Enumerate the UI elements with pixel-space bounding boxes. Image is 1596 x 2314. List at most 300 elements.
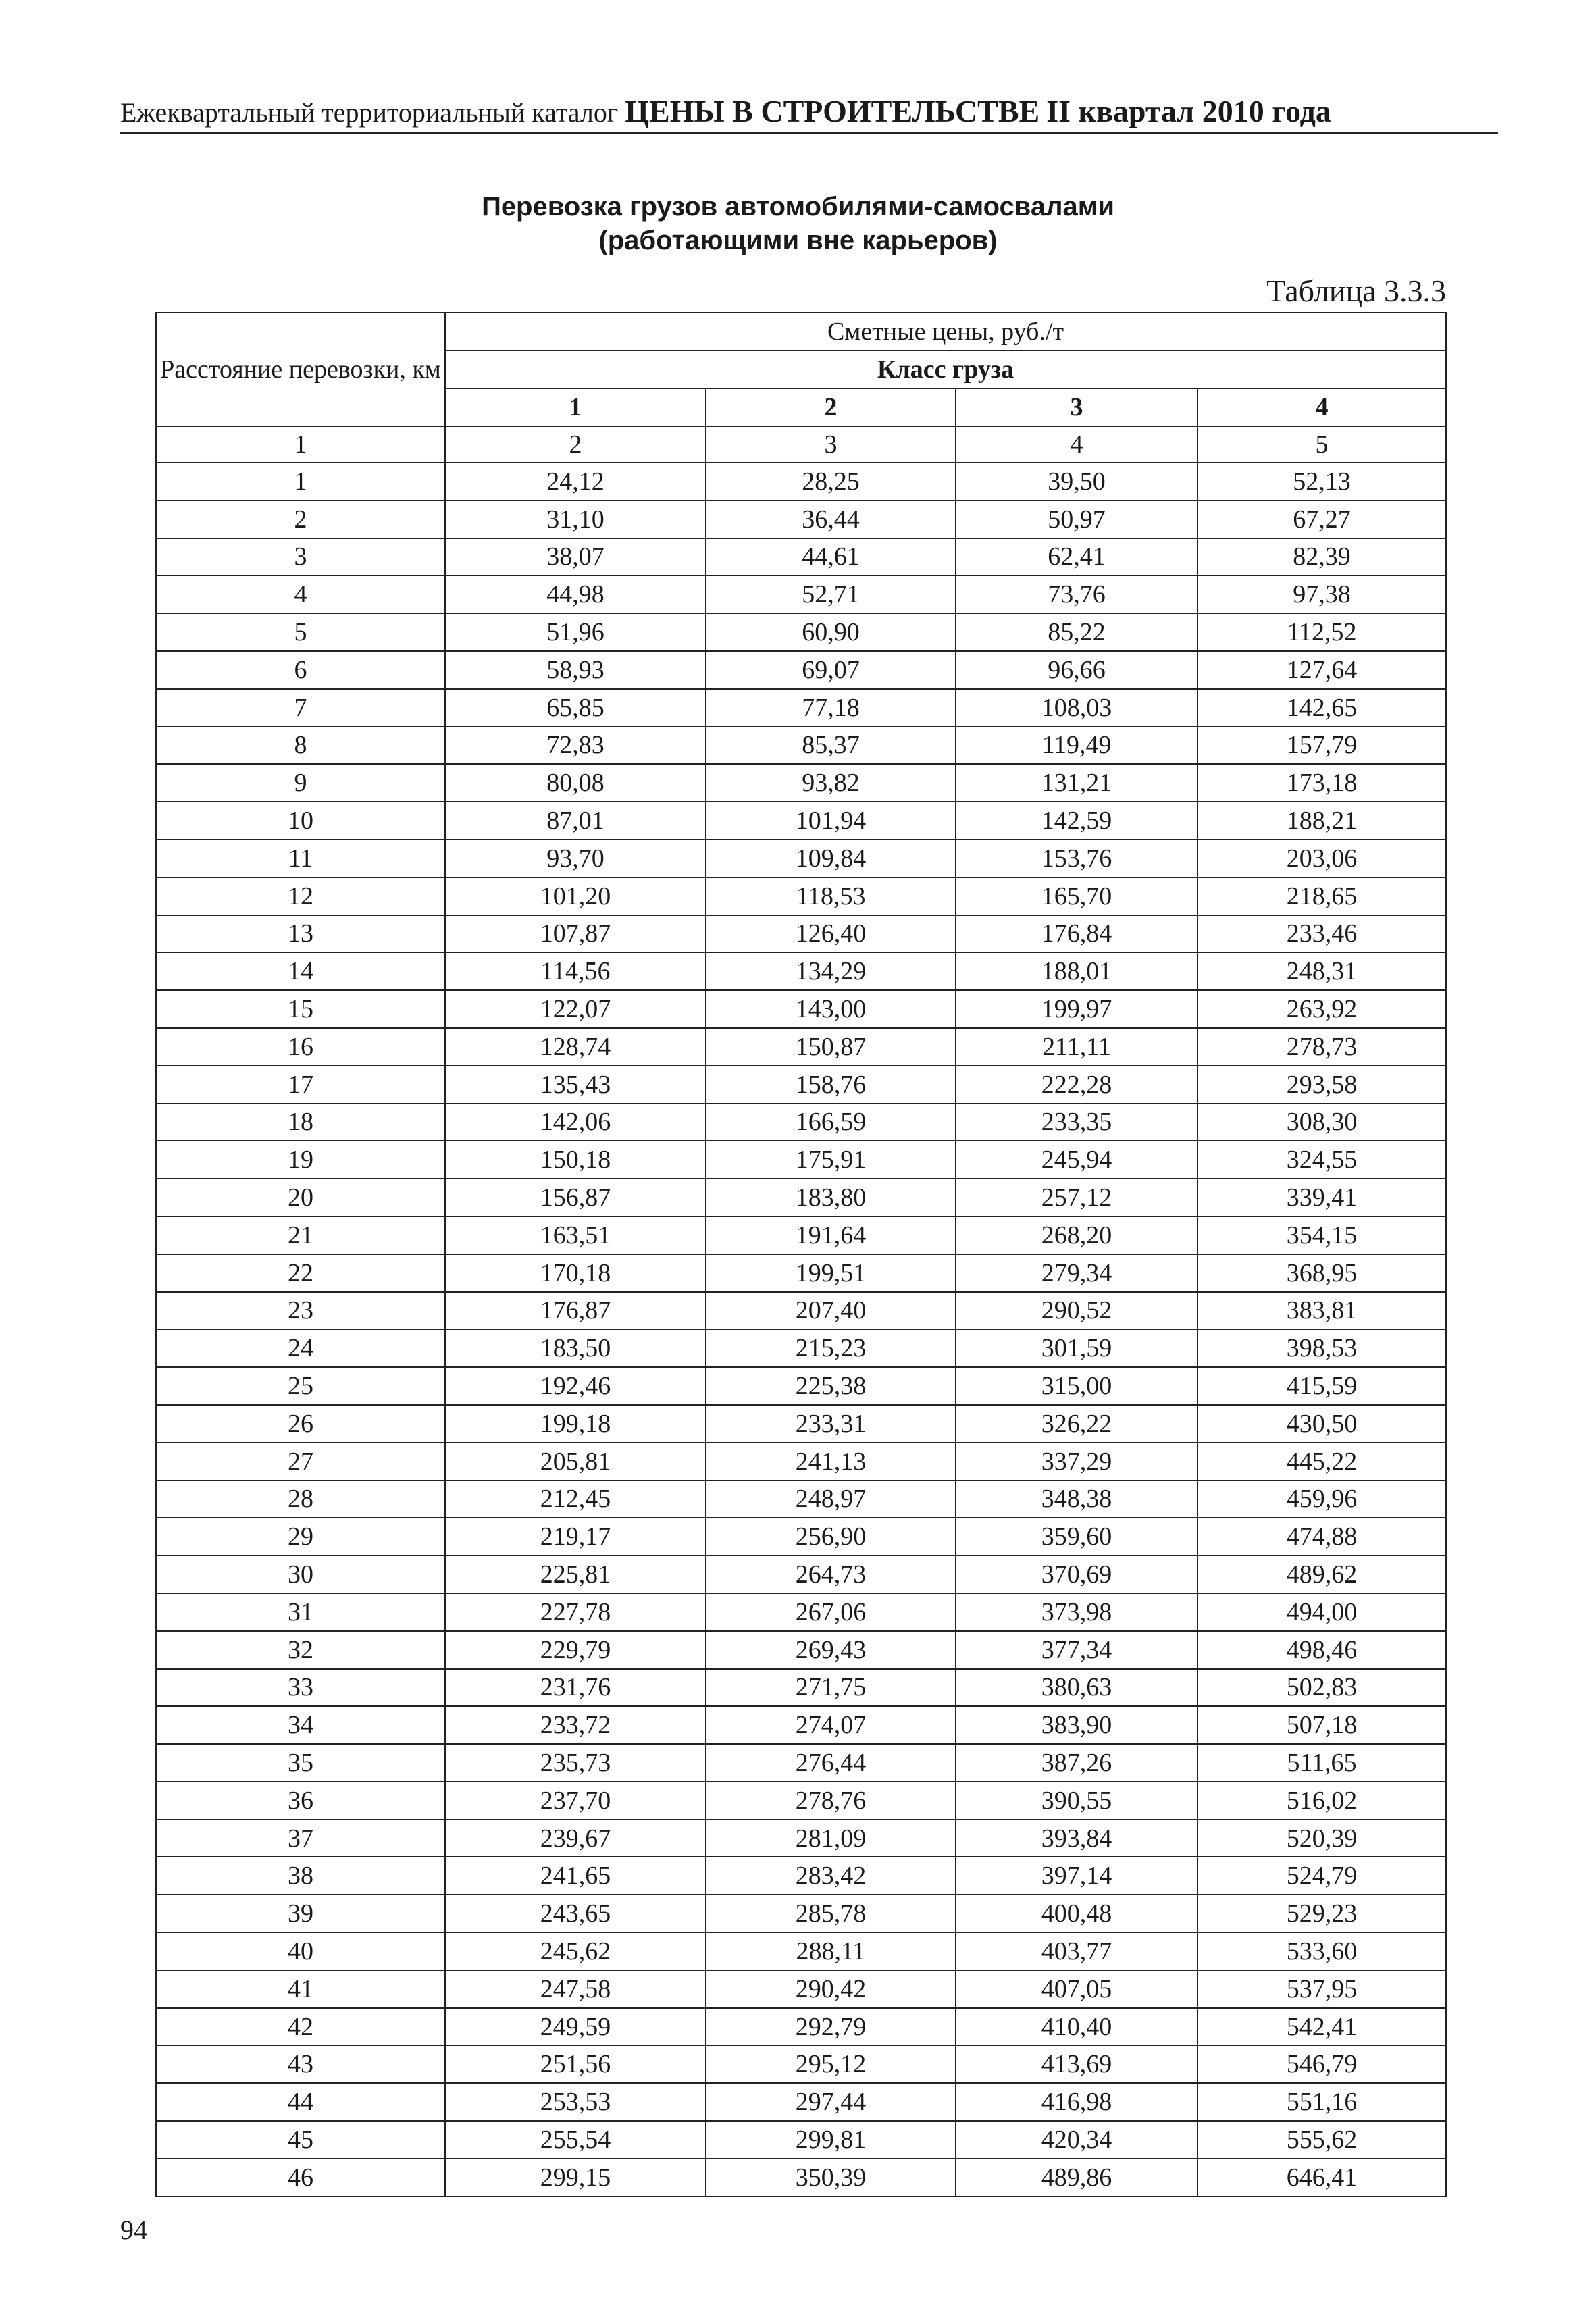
price-cell: 533,60 [1198, 1932, 1446, 1970]
price-cell: 119,49 [956, 727, 1198, 765]
column-number: 4 [956, 426, 1198, 463]
distance-cell: 1 [156, 463, 445, 500]
price-cell: 308,30 [1198, 1104, 1446, 1141]
distance-cell: 12 [156, 877, 445, 915]
table-row [156, 1669, 1446, 1707]
class-number: 1 [445, 388, 706, 426]
price-cell: 241,65 [445, 1857, 706, 1895]
distance-cell: 36 [156, 1782, 445, 1820]
price-cell: 93,82 [706, 764, 956, 802]
distance-cell: 21 [156, 1216, 445, 1254]
price-cell: 350,39 [706, 2159, 956, 2196]
price-cell: 430,50 [1198, 1405, 1446, 1443]
price-cell: 397,14 [956, 1857, 1198, 1895]
price-cell: 69,07 [706, 651, 956, 689]
header-suffix: II квартал 2010 года [1046, 94, 1331, 128]
price-cell: 383,81 [1198, 1292, 1446, 1330]
distance-cell: 17 [156, 1066, 445, 1104]
price-cell: 299,81 [706, 2121, 956, 2159]
price-cell: 107,87 [445, 915, 706, 953]
price-cell: 264,73 [706, 1555, 956, 1593]
price-cell: 413,69 [956, 2045, 1198, 2083]
price-cell: 380,63 [956, 1669, 1198, 1707]
price-cell: 498,46 [1198, 1631, 1446, 1669]
price-cell: 324,55 [1198, 1141, 1446, 1179]
price-cell: 108,03 [956, 689, 1198, 727]
price-cell: 127,64 [1198, 651, 1446, 689]
distance-cell: 4 [156, 575, 445, 613]
page-number: 94 [120, 2215, 147, 2245]
distance-cell: 35 [156, 1744, 445, 1782]
price-cell: 188,21 [1198, 802, 1446, 840]
price-cell: 153,76 [956, 840, 1198, 877]
distance-cell: 2 [156, 500, 445, 538]
price-cell: 233,31 [706, 1405, 956, 1443]
running-header [120, 93, 1498, 129]
price-cell: 415,59 [1198, 1367, 1446, 1405]
price-cell: 646,41 [1198, 2159, 1446, 2196]
distance-cell: 14 [156, 952, 445, 990]
price-cell: 248,97 [706, 1481, 956, 1518]
price-cell: 229,79 [445, 1631, 706, 1669]
table-row [156, 1292, 1446, 1330]
price-cell: 191,64 [706, 1216, 956, 1254]
price-cell: 39,50 [956, 463, 1198, 500]
table-row [156, 1555, 1446, 1593]
price-cell: 199,97 [956, 990, 1198, 1028]
distance-cell: 23 [156, 1292, 445, 1330]
price-cell: 390,55 [956, 1782, 1198, 1820]
distance-cell: 25 [156, 1367, 445, 1405]
price-cell: 156,87 [445, 1179, 706, 1216]
table-row [156, 802, 1446, 840]
price-cell: 474,88 [1198, 1518, 1446, 1555]
price-cell: 67,27 [1198, 500, 1446, 538]
table-row [156, 1179, 1446, 1216]
table-row [156, 651, 1446, 689]
table-label: Таблица 3.3.3 [1266, 274, 1446, 308]
price-cell: 237,70 [445, 1782, 706, 1820]
price-cell: 281,09 [706, 1820, 956, 1857]
distance-cell: 45 [156, 2121, 445, 2159]
distance-cell: 46 [156, 2159, 445, 2196]
price-cell: 407,05 [956, 1970, 1198, 2008]
price-cell: 546,79 [1198, 2045, 1446, 2083]
price-cell: 248,31 [1198, 952, 1446, 990]
distance-cell: 42 [156, 2008, 445, 2046]
price-cell: 72,83 [445, 727, 706, 765]
table-row [156, 877, 1446, 915]
price-cell: 315,00 [956, 1367, 1198, 1405]
price-cell: 231,76 [445, 1669, 706, 1707]
price-cell: 192,46 [445, 1367, 706, 1405]
price-cell: 410,40 [956, 2008, 1198, 2046]
document-title: Перевозка грузов автомобилями-самосвалами [482, 192, 1114, 222]
price-cell: 524,79 [1198, 1857, 1446, 1895]
table-row [156, 2045, 1446, 2083]
price-cell: 502,83 [1198, 1669, 1446, 1707]
price-cell: 263,92 [1198, 990, 1446, 1028]
table-row [156, 1782, 1446, 1820]
price-cell: 288,11 [706, 1932, 956, 1970]
price-cell: 489,62 [1198, 1555, 1446, 1593]
table-row [156, 1857, 1446, 1895]
price-cell: 416,98 [956, 2083, 1198, 2121]
price-cell: 77,18 [706, 689, 956, 727]
table-row [156, 2008, 1446, 2046]
distance-cell: 6 [156, 651, 445, 689]
price-cell: 292,79 [706, 2008, 956, 2046]
price-cell: 96,66 [956, 651, 1198, 689]
price-cell: 420,34 [956, 2121, 1198, 2159]
distance-cell: 29 [156, 1518, 445, 1555]
price-cell: 114,56 [445, 952, 706, 990]
prices-header: Сметные цены, руб./т [445, 313, 1446, 351]
distance-cell: 9 [156, 764, 445, 802]
price-cell: 52,71 [706, 575, 956, 613]
price-cell: 87,01 [445, 802, 706, 840]
distance-cell: 20 [156, 1179, 445, 1216]
price-cell: 199,51 [706, 1254, 956, 1292]
distance-cell: 19 [156, 1141, 445, 1179]
price-cell: 62,41 [956, 538, 1198, 576]
document-subtitle: (работающими вне карьеров) [598, 226, 998, 255]
distance-cell: 28 [156, 1481, 445, 1518]
table-row [156, 1518, 1446, 1555]
price-cell: 65,85 [445, 689, 706, 727]
price-cell: 207,40 [706, 1292, 956, 1330]
price-cell: 393,84 [956, 1820, 1198, 1857]
table-row [156, 463, 1446, 500]
price-cell: 211,11 [956, 1028, 1198, 1066]
price-cell: 245,62 [445, 1932, 706, 1970]
header-row-prices [156, 313, 1446, 351]
table-row [156, 1367, 1446, 1405]
price-cell: 241,13 [706, 1443, 956, 1481]
distance-cell: 24 [156, 1329, 445, 1367]
price-cell: 150,18 [445, 1141, 706, 1179]
table-row [156, 952, 1446, 990]
price-cell: 293,58 [1198, 1066, 1446, 1104]
price-cell: 165,70 [956, 877, 1198, 915]
price-cell: 227,78 [445, 1593, 706, 1631]
table-row [156, 1895, 1446, 1932]
price-cell: 256,90 [706, 1518, 956, 1555]
price-cell: 199,18 [445, 1405, 706, 1443]
price-cell: 58,93 [445, 651, 706, 689]
table-row [156, 915, 1446, 953]
price-cell: 348,38 [956, 1481, 1198, 1518]
price-cell: 150,87 [706, 1028, 956, 1066]
table-row [156, 1405, 1446, 1443]
price-cell: 271,75 [706, 1669, 956, 1707]
price-cell: 126,40 [706, 915, 956, 953]
price-cell: 97,38 [1198, 575, 1446, 613]
price-cell: 101,20 [445, 877, 706, 915]
price-cell: 38,07 [445, 538, 706, 576]
price-cell: 82,39 [1198, 538, 1446, 576]
price-cell: 301,59 [956, 1329, 1198, 1367]
distance-cell: 22 [156, 1254, 445, 1292]
price-cell: 36,44 [706, 500, 956, 538]
price-cell: 233,72 [445, 1706, 706, 1744]
distance-cell: 40 [156, 1932, 445, 1970]
price-cell: 295,12 [706, 2045, 956, 2083]
distance-cell: 32 [156, 1631, 445, 1669]
price-cell: 135,43 [445, 1066, 706, 1104]
price-cell: 337,29 [956, 1443, 1198, 1481]
price-cell: 445,22 [1198, 1443, 1446, 1481]
price-cell: 175,91 [706, 1141, 956, 1179]
table-row [156, 1820, 1446, 1857]
price-cell: 245,94 [956, 1141, 1198, 1179]
price-cell: 225,38 [706, 1367, 956, 1405]
table-row [156, 1706, 1446, 1744]
price-cell: 205,81 [445, 1443, 706, 1481]
table-row [156, 1216, 1446, 1254]
class-header: Класс груза [445, 351, 1446, 388]
table-row [156, 1329, 1446, 1367]
price-cell: 134,29 [706, 952, 956, 990]
price-cell: 24,12 [445, 463, 706, 500]
price-cell: 157,79 [1198, 727, 1446, 765]
class-number: 2 [706, 388, 956, 426]
table-body [156, 463, 1446, 2196]
price-cell: 269,43 [706, 1631, 956, 1669]
table-row [156, 990, 1446, 1028]
price-cell: 290,42 [706, 1970, 956, 2008]
price-cell: 183,80 [706, 1179, 956, 1216]
distance-cell: 31 [156, 1593, 445, 1631]
price-cell: 142,65 [1198, 689, 1446, 727]
price-cell: 93,70 [445, 840, 706, 877]
price-cell: 276,44 [706, 1744, 956, 1782]
distance-cell: 13 [156, 915, 445, 953]
price-cell: 551,16 [1198, 2083, 1446, 2121]
distance-cell: 7 [156, 689, 445, 727]
price-cell: 520,39 [1198, 1820, 1446, 1857]
price-cell: 142,06 [445, 1104, 706, 1141]
price-cell: 278,73 [1198, 1028, 1446, 1066]
distance-cell: 26 [156, 1405, 445, 1443]
table-row [156, 1141, 1446, 1179]
price-cell: 85,22 [956, 613, 1198, 651]
price-cell: 494,00 [1198, 1593, 1446, 1631]
distance-cell: 34 [156, 1706, 445, 1744]
table-row [156, 1970, 1446, 2008]
price-cell: 373,98 [956, 1593, 1198, 1631]
price-cell: 279,34 [956, 1254, 1198, 1292]
price-cell: 80,08 [445, 764, 706, 802]
price-cell: 297,44 [706, 2083, 956, 2121]
distance-cell: 33 [156, 1669, 445, 1707]
price-cell: 542,41 [1198, 2008, 1446, 2046]
table-row [156, 2083, 1446, 2121]
price-cell: 511,65 [1198, 1744, 1446, 1782]
price-cell: 176,84 [956, 915, 1198, 953]
table-row [156, 764, 1446, 802]
price-cell: 85,37 [706, 727, 956, 765]
table-row [156, 1481, 1446, 1518]
column-number: 3 [706, 426, 956, 463]
price-cell: 173,18 [1198, 764, 1446, 802]
table-row [156, 575, 1446, 613]
price-cell: 326,22 [956, 1405, 1198, 1443]
distance-cell: 8 [156, 727, 445, 765]
price-cell: 290,52 [956, 1292, 1198, 1330]
price-cell: 529,23 [1198, 1895, 1446, 1932]
class-number: 4 [1198, 388, 1446, 426]
price-cell: 507,18 [1198, 1706, 1446, 1744]
price-cell: 267,06 [706, 1593, 956, 1631]
price-cell: 285,78 [706, 1895, 956, 1932]
column-number-row [156, 426, 1446, 463]
price-cell: 143,00 [706, 990, 956, 1028]
price-cell: 183,50 [445, 1329, 706, 1367]
distance-header: Расстояние перевозки, км [156, 313, 445, 426]
price-cell: 383,90 [956, 1706, 1198, 1744]
table-row [156, 538, 1446, 576]
price-cell: 516,02 [1198, 1782, 1446, 1820]
distance-cell: 18 [156, 1104, 445, 1141]
price-cell: 268,20 [956, 1216, 1198, 1254]
price-cell: 225,81 [445, 1555, 706, 1593]
price-cell: 158,76 [706, 1066, 956, 1104]
price-cell: 243,65 [445, 1895, 706, 1932]
distance-cell: 43 [156, 2045, 445, 2083]
price-cell: 354,15 [1198, 1216, 1446, 1254]
price-cell: 359,60 [956, 1518, 1198, 1555]
table-row [156, 2121, 1446, 2159]
price-cell: 537,95 [1198, 1970, 1446, 2008]
distance-cell: 27 [156, 1443, 445, 1481]
price-cell: 555,62 [1198, 2121, 1446, 2159]
price-cell: 215,23 [706, 1329, 956, 1367]
price-cell: 247,58 [445, 1970, 706, 2008]
table-row [156, 613, 1446, 651]
price-cell: 142,59 [956, 802, 1198, 840]
price-cell: 31,10 [445, 500, 706, 538]
price-cell: 28,25 [706, 463, 956, 500]
price-cell: 176,87 [445, 1292, 706, 1330]
price-table [155, 312, 1447, 2197]
price-cell: 249,59 [445, 2008, 706, 2046]
table-row [156, 1028, 1446, 1066]
price-cell: 101,94 [706, 802, 956, 840]
price-cell: 253,53 [445, 2083, 706, 2121]
price-cell: 122,07 [445, 990, 706, 1028]
price-cell: 400,48 [956, 1895, 1198, 1932]
price-cell: 73,76 [956, 575, 1198, 613]
table-row [156, 1744, 1446, 1782]
price-cell: 370,69 [956, 1555, 1198, 1593]
table-row [156, 1104, 1446, 1141]
price-cell: 251,56 [445, 2045, 706, 2083]
price-cell: 203,06 [1198, 840, 1446, 877]
distance-cell: 10 [156, 802, 445, 840]
table-row [156, 2159, 1446, 2196]
header-title: ЦЕНЫ В СТРОИТЕЛЬСТВЕ [625, 94, 1040, 128]
price-cell: 109,84 [706, 840, 956, 877]
price-cell: 377,34 [956, 1631, 1198, 1669]
distance-cell: 3 [156, 538, 445, 576]
price-cell: 166,59 [706, 1104, 956, 1141]
price-cell: 274,07 [706, 1706, 956, 1744]
price-cell: 387,26 [956, 1744, 1198, 1782]
distance-cell: 39 [156, 1895, 445, 1932]
column-number: 1 [156, 426, 445, 463]
price-cell: 218,65 [1198, 877, 1446, 915]
price-cell: 212,45 [445, 1481, 706, 1518]
price-cell: 44,61 [706, 538, 956, 576]
price-cell: 52,13 [1198, 463, 1446, 500]
table-row [156, 689, 1446, 727]
price-cell: 235,73 [445, 1744, 706, 1782]
header-prefix: Ежеквартальный территориальный каталог [120, 97, 619, 128]
price-cell: 112,52 [1198, 613, 1446, 651]
table-row [156, 1932, 1446, 1970]
price-cell: 170,18 [445, 1254, 706, 1292]
price-cell: 239,67 [445, 1820, 706, 1857]
price-cell: 131,21 [956, 764, 1198, 802]
price-cell: 489,86 [956, 2159, 1198, 2196]
price-cell: 50,97 [956, 500, 1198, 538]
price-cell: 339,41 [1198, 1179, 1446, 1216]
table-row [156, 1631, 1446, 1669]
table-row [156, 1066, 1446, 1104]
distance-cell: 30 [156, 1555, 445, 1593]
price-cell: 403,77 [956, 1932, 1198, 1970]
table-row [156, 1443, 1446, 1481]
price-cell: 233,46 [1198, 915, 1446, 953]
price-cell: 118,53 [706, 877, 956, 915]
price-cell: 188,01 [956, 952, 1198, 990]
price-cell: 222,28 [956, 1066, 1198, 1104]
class-number: 3 [956, 388, 1198, 426]
price-cell: 278,76 [706, 1782, 956, 1820]
column-number: 2 [445, 426, 706, 463]
price-cell: 368,95 [1198, 1254, 1446, 1292]
header-rule [120, 132, 1498, 134]
column-number: 5 [1198, 426, 1446, 463]
price-cell: 219,17 [445, 1518, 706, 1555]
price-cell: 299,15 [445, 2159, 706, 2196]
price-cell: 44,98 [445, 575, 706, 613]
price-cell: 60,90 [706, 613, 956, 651]
price-cell: 233,35 [956, 1104, 1198, 1141]
table-row [156, 500, 1446, 538]
table-row [156, 1254, 1446, 1292]
distance-cell: 38 [156, 1857, 445, 1895]
price-cell: 255,54 [445, 2121, 706, 2159]
price-cell: 163,51 [445, 1216, 706, 1254]
distance-cell: 41 [156, 1970, 445, 2008]
distance-cell: 16 [156, 1028, 445, 1066]
table-row [156, 1593, 1446, 1631]
distance-cell: 15 [156, 990, 445, 1028]
price-cell: 257,12 [956, 1179, 1198, 1216]
table-row [156, 840, 1446, 877]
table-row [156, 727, 1446, 765]
price-cell: 459,96 [1198, 1481, 1446, 1518]
price-cell: 51,96 [445, 613, 706, 651]
price-cell: 283,42 [706, 1857, 956, 1895]
distance-cell: 37 [156, 1820, 445, 1857]
distance-cell: 11 [156, 840, 445, 877]
price-cell: 128,74 [445, 1028, 706, 1066]
price-cell: 398,53 [1198, 1329, 1446, 1367]
distance-cell: 5 [156, 613, 445, 651]
